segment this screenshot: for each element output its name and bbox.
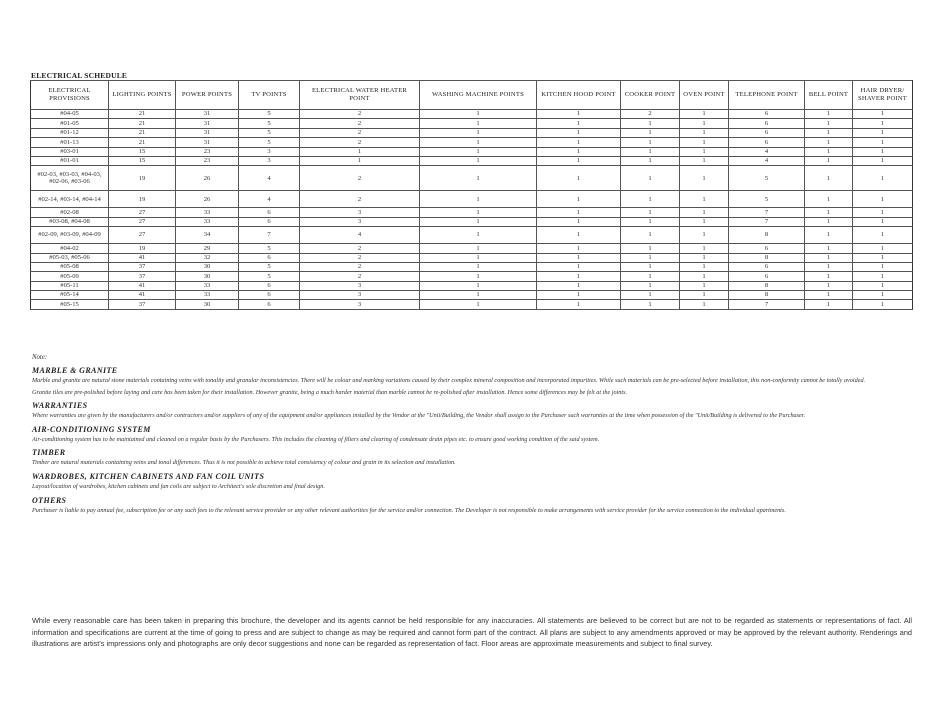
value-cell: 1 (805, 147, 853, 156)
value-cell: 27 (109, 217, 176, 226)
value-cell: 1 (537, 291, 621, 300)
value-cell: 1 (680, 281, 729, 290)
table-row (31, 166, 913, 191)
note-paragraph: Marble and granite are natural stone materials containing veins with tonality and granular inconsistencies. There will be colour and marking variations caused by their complex mineral composition and incorporated impurities. While such materials can be pre-selected before installation, this non-conformity cannot be totally avoided. (32, 377, 866, 384)
value-cell: 1 (621, 291, 680, 300)
note-heading: WARRANTIES (32, 401, 88, 411)
column-header: TV POINTS (239, 81, 300, 110)
value-cell: 7 (729, 300, 805, 309)
value-cell: 1 (853, 156, 913, 165)
value-cell: 21 (109, 110, 176, 119)
value-cell: 1 (853, 191, 913, 208)
value-cell: 5 (239, 110, 300, 119)
note-paragraph: Layout/location of wardrobes, kitchen cabinets and fan coils are subject to Architect's sole discretion and final design. (32, 482, 325, 490)
value-cell: 7 (239, 227, 300, 244)
unit-cell: #03-01 (31, 147, 109, 156)
column-header: OVEN POINT (680, 81, 729, 110)
value-cell: 41 (109, 281, 176, 290)
value-cell: 6 (239, 253, 300, 262)
value-cell: 1 (680, 138, 729, 147)
value-cell: 1 (300, 147, 420, 156)
note-paragraph: Granite tiles are pre-polished before laying and care has been taken for their installation. However granite, being a much harder material than marble cannot be re-polished after installation. Hence some differences may be felt at the joints. (32, 388, 628, 396)
value-cell: 1 (621, 191, 680, 208)
unit-cell: #01-05 (31, 119, 109, 128)
value-cell: 27 (109, 208, 176, 217)
unit-cell: #05-15 (31, 300, 109, 309)
value-cell: 1 (805, 156, 853, 165)
value-cell: 1 (805, 262, 853, 271)
value-cell: 41 (109, 253, 176, 262)
value-cell: 15 (109, 147, 176, 156)
table-row (31, 281, 913, 290)
value-cell: 1 (537, 281, 621, 290)
unit-cell: #01-12 (31, 128, 109, 137)
unit-cell: #05-03, #05-06 (31, 253, 109, 262)
electrical-schedule-table (30, 80, 913, 310)
value-cell: 26 (176, 191, 239, 208)
value-cell: 1 (420, 110, 537, 119)
unit-cell: #01-01 (31, 156, 109, 165)
value-cell: 1 (537, 227, 621, 244)
value-cell: 31 (176, 110, 239, 119)
value-cell: 1 (680, 191, 729, 208)
value-cell: 2 (621, 110, 680, 119)
value-cell: 6 (729, 138, 805, 147)
value-cell: 6 (729, 244, 805, 253)
unit-cell: #02-08 (31, 208, 109, 217)
value-cell: 1 (805, 191, 853, 208)
value-cell: 1 (853, 119, 913, 128)
value-cell: 37 (109, 272, 176, 281)
value-cell: 1 (621, 138, 680, 147)
value-cell: 33 (176, 217, 239, 226)
value-cell: 1 (680, 208, 729, 217)
value-cell: 1 (680, 147, 729, 156)
column-header: POWER POINTS (176, 81, 239, 110)
value-cell: 6 (729, 262, 805, 271)
value-cell: 1 (805, 208, 853, 217)
note-paragraph: Timber are natural materials containing veins and tonal differences. Thus it is not possible to achieve total consistency of colour and grain in its selection and installation. (32, 459, 456, 467)
value-cell: 1 (537, 217, 621, 226)
value-cell: 5 (239, 138, 300, 147)
value-cell: 1 (853, 208, 913, 217)
value-cell: 19 (109, 166, 176, 191)
value-cell: 1 (805, 217, 853, 226)
note-heading: MARBLE & GRANITE (32, 366, 118, 375)
value-cell: 1 (805, 291, 853, 300)
value-cell: 19 (109, 191, 176, 208)
value-cell: 1 (680, 119, 729, 128)
table-row (31, 244, 913, 253)
note-heading: AIR-CONDITIONING SYSTEM (32, 424, 151, 434)
table-row (31, 110, 913, 119)
value-cell: 2 (300, 191, 420, 208)
unit-cell: #05-11 (31, 281, 109, 290)
value-cell: 1 (805, 244, 853, 253)
value-cell: 29 (176, 244, 239, 253)
value-cell: 1 (537, 128, 621, 137)
value-cell: 1 (853, 291, 913, 300)
value-cell: 1 (420, 227, 537, 244)
value-cell: 1 (420, 300, 537, 309)
value-cell: 1 (621, 300, 680, 309)
value-cell: 1 (853, 128, 913, 137)
value-cell: 31 (176, 128, 239, 137)
value-cell: 1 (420, 128, 537, 137)
value-cell: 1 (621, 147, 680, 156)
value-cell: 8 (729, 281, 805, 290)
table-row (31, 128, 913, 137)
disclaimer-text: While every reasonable care has been taken in preparing this brochure, the developer and its agents cannot be held responsible for any inaccuracies. All statements are believed to be correct but are not to be regarded as statements or representations of fact. All information and specifications are current at the time of going to press and are subject to change as may be required and cannot form part of the contract. All plans are subject to any amendments approved or may be approved by the relevant authority. Renderings and illustrations are artist's impressions only and photographs are only decor suggestions and none can be regarded as representation of fact. Floor areas are approximate measurements and subject to final survey. (32, 616, 912, 649)
note-heading: TIMBER (32, 448, 66, 458)
column-header: WASHING MACHINE POINTS (420, 81, 537, 110)
unit-cell: #04-05 (31, 110, 109, 119)
table-row (31, 227, 913, 244)
value-cell: 1 (621, 244, 680, 253)
value-cell: 5 (729, 166, 805, 191)
value-cell: 1 (853, 281, 913, 290)
value-cell: 4 (729, 147, 805, 156)
value-cell: 1 (853, 147, 913, 156)
value-cell: 1 (680, 110, 729, 119)
note-paragraph: Air-conditioning system has to be maintained and cleaned on a regular basis by the Purchasers. This includes the cleaning of filters and clearing of condensate drain pipes etc. to ensure good working condition of the said system. (32, 435, 600, 443)
value-cell: 1 (537, 166, 621, 191)
value-cell: 1 (680, 291, 729, 300)
value-cell: 2 (300, 119, 420, 128)
value-cell: 1 (537, 300, 621, 309)
table-row (31, 217, 913, 226)
value-cell: 1 (680, 217, 729, 226)
value-cell: 1 (853, 217, 913, 226)
value-cell: 1 (621, 128, 680, 137)
value-cell: 8 (729, 291, 805, 300)
value-cell: 1 (805, 119, 853, 128)
value-cell: 1 (853, 166, 913, 191)
value-cell: 3 (239, 156, 300, 165)
value-cell: 4 (239, 166, 300, 191)
column-header: HAIR DRYER/ SHAVER POINT (853, 81, 913, 110)
value-cell: 37 (109, 262, 176, 271)
value-cell: 5 (239, 272, 300, 281)
value-cell: 6 (729, 272, 805, 281)
value-cell: 1 (537, 147, 621, 156)
value-cell: 1 (420, 147, 537, 156)
column-header: COOKER POINT (621, 81, 680, 110)
value-cell: 30 (176, 300, 239, 309)
value-cell: 2 (300, 262, 420, 271)
value-cell: 1 (680, 166, 729, 191)
value-cell: 4 (729, 156, 805, 165)
value-cell: 6 (239, 208, 300, 217)
note-heading: WARDROBES, KITCHEN CABINETS AND FAN COIL UNITS (32, 471, 265, 481)
value-cell: 6 (239, 291, 300, 300)
value-cell: 1 (805, 253, 853, 262)
table-row (31, 147, 913, 156)
column-header: ELECTRICAL WATER HEATER POINT (300, 81, 420, 110)
value-cell: 2 (300, 253, 420, 262)
value-cell: 1 (805, 110, 853, 119)
notes-label: Note: (32, 354, 48, 361)
table-row (31, 272, 913, 281)
value-cell: 1 (853, 262, 913, 271)
value-cell: 1 (621, 208, 680, 217)
value-cell: 26 (176, 166, 239, 191)
table-row (31, 291, 913, 300)
table-row (31, 262, 913, 271)
value-cell: 1 (537, 244, 621, 253)
value-cell: 1 (805, 272, 853, 281)
value-cell: 1 (680, 253, 729, 262)
value-cell: 8 (729, 227, 805, 244)
unit-cell: #05-08 (31, 262, 109, 271)
value-cell: 37 (109, 300, 176, 309)
note-paragraph: Purchaser is liable to pay annual fee, subscription fee or any such fees to the relevant service provider or any other relevant authorities for the service and/or connection. The Developer is not responsible to make arrangements with service provider for the service connection to the individual apartments. (32, 506, 786, 514)
note-paragraph: Where warranties are given by the manufacturers and/or contractors and/or suppliers of any of the equipment and/or appliances installed by the Vendor at the "Unit/Building, the Vendor shall assign to the Purchaser such warranties at the time when possession of the "Unit/Building is delivered to the Purchaser. (32, 412, 806, 420)
value-cell: 41 (109, 291, 176, 300)
value-cell: 1 (420, 191, 537, 208)
value-cell: 3 (300, 300, 420, 309)
value-cell: 6 (729, 119, 805, 128)
value-cell: 1 (420, 138, 537, 147)
value-cell: 2 (300, 138, 420, 147)
value-cell: 31 (176, 119, 239, 128)
value-cell: 1 (853, 253, 913, 262)
value-cell: 1 (420, 217, 537, 226)
value-cell: 1 (420, 166, 537, 191)
value-cell: 1 (300, 156, 420, 165)
value-cell: 3 (300, 291, 420, 300)
column-header: BELL POINT (805, 81, 853, 110)
value-cell: 1 (621, 166, 680, 191)
value-cell: 1 (537, 110, 621, 119)
value-cell: 21 (109, 119, 176, 128)
table-header-row (31, 81, 913, 110)
value-cell: 1 (537, 208, 621, 217)
value-cell: 1 (805, 138, 853, 147)
value-cell: 1 (420, 119, 537, 128)
value-cell: 5 (239, 128, 300, 137)
unit-cell: #05-09 (31, 272, 109, 281)
value-cell: 1 (537, 191, 621, 208)
value-cell: 33 (176, 281, 239, 290)
value-cell: 1 (537, 253, 621, 262)
unit-cell: #04-02 (31, 244, 109, 253)
value-cell: 1 (420, 291, 537, 300)
value-cell: 23 (176, 147, 239, 156)
value-cell: 21 (109, 138, 176, 147)
value-cell: 30 (176, 262, 239, 271)
value-cell: 2 (300, 128, 420, 137)
value-cell: 1 (680, 128, 729, 137)
value-cell: 1 (420, 253, 537, 262)
value-cell: 6 (729, 110, 805, 119)
note-heading: OTHERS (32, 495, 67, 505)
value-cell: 1 (853, 244, 913, 253)
value-cell: 27 (109, 227, 176, 244)
value-cell: 5 (239, 262, 300, 271)
table-row (31, 138, 913, 147)
value-cell: 6 (729, 128, 805, 137)
value-cell: 1 (621, 119, 680, 128)
value-cell: 1 (537, 156, 621, 165)
table-row (31, 300, 913, 309)
value-cell: 6 (239, 217, 300, 226)
unit-cell: #05-14 (31, 291, 109, 300)
value-cell: 33 (176, 291, 239, 300)
value-cell: 31 (176, 138, 239, 147)
value-cell: 3 (300, 208, 420, 217)
value-cell: 1 (680, 244, 729, 253)
value-cell: 1 (621, 156, 680, 165)
value-cell: 1 (537, 262, 621, 271)
value-cell: 1 (853, 138, 913, 147)
value-cell: 1 (420, 262, 537, 271)
value-cell: 1 (805, 300, 853, 309)
value-cell: 2 (300, 166, 420, 191)
value-cell: 1 (853, 110, 913, 119)
table-row (31, 156, 913, 165)
column-header: LIGHTING POINTS (109, 81, 176, 110)
value-cell: 6 (239, 300, 300, 309)
value-cell: 1 (420, 244, 537, 253)
value-cell: 3 (300, 217, 420, 226)
value-cell: 1 (680, 300, 729, 309)
value-cell: 1 (680, 262, 729, 271)
schedule-title: ELECTRICAL SCHEDULE (31, 71, 128, 80)
column-header: TELEPHONE POINT (729, 81, 805, 110)
value-cell: 4 (300, 227, 420, 244)
value-cell: 8 (729, 253, 805, 262)
value-cell: 1 (621, 217, 680, 226)
value-cell: 6 (239, 281, 300, 290)
value-cell: 30 (176, 272, 239, 281)
value-cell: 1 (420, 281, 537, 290)
value-cell: 1 (680, 227, 729, 244)
value-cell: 1 (680, 272, 729, 281)
value-cell: 5 (239, 244, 300, 253)
value-cell: 1 (805, 128, 853, 137)
value-cell: 1 (537, 119, 621, 128)
value-cell: 1 (621, 262, 680, 271)
value-cell: 2 (300, 244, 420, 253)
value-cell: 4 (239, 191, 300, 208)
value-cell: 1 (805, 281, 853, 290)
value-cell: 15 (109, 156, 176, 165)
value-cell: 3 (300, 281, 420, 290)
value-cell: 5 (239, 119, 300, 128)
value-cell: 1 (420, 272, 537, 281)
table-row (31, 191, 913, 208)
value-cell: 7 (729, 217, 805, 226)
value-cell: 1 (680, 156, 729, 165)
column-header: ELECTRICAL PROVISIONS (31, 81, 109, 110)
column-header: KITCHEN HOOD POINT (537, 81, 621, 110)
value-cell: 19 (109, 244, 176, 253)
unit-cell: #01-13 (31, 138, 109, 147)
value-cell: 1 (537, 272, 621, 281)
value-cell: 2 (300, 110, 420, 119)
value-cell: 34 (176, 227, 239, 244)
value-cell: 1 (853, 272, 913, 281)
value-cell: 1 (805, 166, 853, 191)
value-cell: 23 (176, 156, 239, 165)
value-cell: 1 (537, 138, 621, 147)
table-row (31, 253, 913, 262)
value-cell: 1 (621, 281, 680, 290)
value-cell: 1 (621, 272, 680, 281)
value-cell: 3 (239, 147, 300, 156)
value-cell: 1 (420, 208, 537, 217)
table-row (31, 208, 913, 217)
value-cell: 1 (853, 300, 913, 309)
value-cell: 2 (300, 272, 420, 281)
value-cell: 1 (420, 156, 537, 165)
value-cell: 7 (729, 208, 805, 217)
unit-cell: #03-08, #04-08 (31, 217, 109, 226)
value-cell: 1 (853, 227, 913, 244)
value-cell: 32 (176, 253, 239, 262)
value-cell: 33 (176, 208, 239, 217)
unit-cell: #02-09, #03-09, #04-09 (31, 227, 109, 244)
unit-cell: #02-14, #03-14, #04-14 (31, 191, 109, 208)
value-cell: 1 (805, 227, 853, 244)
table-row (31, 119, 913, 128)
value-cell: 21 (109, 128, 176, 137)
notes-section (32, 354, 914, 517)
value-cell: 1 (621, 253, 680, 262)
unit-cell: #02-03, #03-03, #04-03, #02-06, #03-06 (31, 166, 109, 191)
value-cell: 5 (729, 191, 805, 208)
value-cell: 1 (621, 227, 680, 244)
